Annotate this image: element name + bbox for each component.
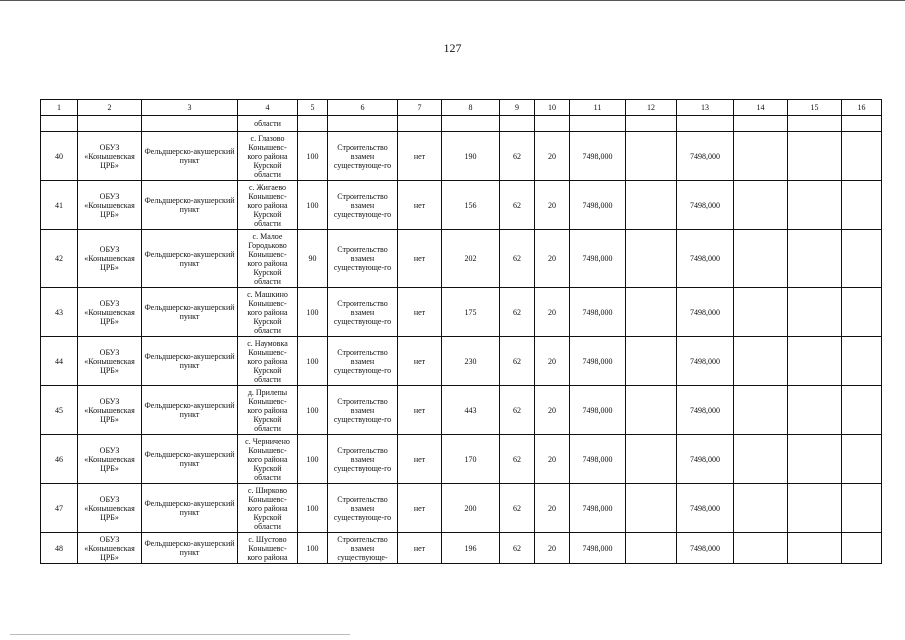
cell-col16: 16 xyxy=(842,100,882,116)
cell-col14 xyxy=(734,484,788,533)
cell-num: 42 xyxy=(41,230,78,288)
cell-cost-col13: 7498,000 xyxy=(677,288,734,337)
cell-cost-total: 7498,000 xyxy=(570,337,626,386)
cell-facility-type: Фельдшерско-акушерский пункт xyxy=(142,484,238,533)
table-body xyxy=(41,100,882,564)
cell-col16 xyxy=(842,288,882,337)
cell-col12 xyxy=(626,181,677,230)
cell-col16 xyxy=(842,132,882,181)
table-row xyxy=(41,386,882,435)
cell-num: 47 xyxy=(41,484,78,533)
cell-col9: 62 xyxy=(500,484,535,533)
cell-num: 46 xyxy=(41,435,78,484)
cell-col12 xyxy=(626,337,677,386)
cell-cost-total: 7498,000 xyxy=(570,288,626,337)
cell-capacity: 100 xyxy=(298,288,328,337)
cell-capacity: 100 xyxy=(298,386,328,435)
cell-col15 xyxy=(788,132,842,181)
cell-capacity: 100 xyxy=(298,181,328,230)
cell-facility-type: Фельдшерско-акушерский пункт xyxy=(142,181,238,230)
cell-col16 xyxy=(842,484,882,533)
cell-col12 xyxy=(626,116,677,132)
cell-col10: 20 xyxy=(535,484,570,533)
cell-col16 xyxy=(842,533,882,564)
cell-col15 xyxy=(788,181,842,230)
cell-capacity: 100 xyxy=(298,337,328,386)
cell-organization: ОБУЗ «Конышевская ЦРБ» xyxy=(78,288,142,337)
cell-construction-type: Строительство взамен существующе-го xyxy=(328,484,398,533)
cell-organization xyxy=(78,116,142,132)
cell-col7: нет xyxy=(398,132,442,181)
cell-col9: 62 xyxy=(500,337,535,386)
cell-col7: нет xyxy=(398,181,442,230)
cell-col7: нет xyxy=(398,337,442,386)
cell-col15 xyxy=(788,484,842,533)
cell-col7: нет xyxy=(398,386,442,435)
cell-col8: 8 xyxy=(442,100,500,116)
cell-col15 xyxy=(788,116,842,132)
cell-construction-type: Строительство взамен существующе-го xyxy=(328,386,398,435)
cell-col9: 62 xyxy=(500,533,535,564)
cell-construction-type: Строительство взамен существующе-го xyxy=(328,132,398,181)
cell-cost-total: 7498,000 xyxy=(570,181,626,230)
cell-col9 xyxy=(500,116,535,132)
cell-col8: 196 xyxy=(442,533,500,564)
cell-cost-col13: 7498,000 xyxy=(677,132,734,181)
header-row xyxy=(41,100,882,116)
cell-col14 xyxy=(734,230,788,288)
cell-col9: 9 xyxy=(500,100,535,116)
cell-col16 xyxy=(842,181,882,230)
cell-construction-type: Строительство взамен существующе-го xyxy=(328,181,398,230)
cell-location: 4 xyxy=(238,100,298,116)
cell-col14 xyxy=(734,533,788,564)
cell-organization: ОБУЗ «Конышевская ЦРБ» xyxy=(78,435,142,484)
cell-col15: 15 xyxy=(788,100,842,116)
cell-capacity: 100 xyxy=(298,484,328,533)
cell-col16 xyxy=(842,116,882,132)
cell-num: 41 xyxy=(41,181,78,230)
cell-num xyxy=(41,116,78,132)
page-number: 127 xyxy=(443,41,462,55)
cell-col8: 156 xyxy=(442,181,500,230)
cell-col9: 62 xyxy=(500,181,535,230)
cell-col14 xyxy=(734,116,788,132)
cell-col7: нет xyxy=(398,288,442,337)
cell-location: области xyxy=(238,116,298,132)
cell-col7: нет xyxy=(398,484,442,533)
cell-col14 xyxy=(734,337,788,386)
cell-num: 45 xyxy=(41,386,78,435)
cell-col7 xyxy=(398,116,442,132)
cell-col12 xyxy=(626,533,677,564)
cell-col8: 200 xyxy=(442,484,500,533)
cell-col7: 7 xyxy=(398,100,442,116)
cell-cost-total xyxy=(570,116,626,132)
cell-col14 xyxy=(734,132,788,181)
cell-cost-total: 7498,000 xyxy=(570,132,626,181)
cell-location: с. Жигаево Конышевс- кого района Курской области xyxy=(238,181,298,230)
continuation-row xyxy=(41,116,882,132)
table-row xyxy=(41,337,882,386)
cell-col14 xyxy=(734,435,788,484)
top-rule xyxy=(0,0,905,1)
cell-col15 xyxy=(788,533,842,564)
cell-num: 48 xyxy=(41,533,78,564)
cell-col15 xyxy=(788,435,842,484)
cell-col9: 62 xyxy=(500,435,535,484)
cell-construction-type xyxy=(328,116,398,132)
cell-capacity: 5 xyxy=(298,100,328,116)
cell-location: с. Ширково Конышевс- кого района Курской области xyxy=(238,484,298,533)
cell-col9: 62 xyxy=(500,230,535,288)
cell-location: д. Прилепы Конышевс- кого района Курской области xyxy=(238,386,298,435)
cell-num: 40 xyxy=(41,132,78,181)
cell-col10: 20 xyxy=(535,132,570,181)
cell-col10: 20 xyxy=(535,230,570,288)
table-row xyxy=(41,484,882,533)
cell-col8: 175 xyxy=(442,288,500,337)
cell-cost-col13: 7498,000 xyxy=(677,386,734,435)
cell-col9: 62 xyxy=(500,288,535,337)
cell-capacity: 100 xyxy=(298,435,328,484)
cell-col14 xyxy=(734,288,788,337)
cell-construction-type: 6 xyxy=(328,100,398,116)
cell-cost-total: 11 xyxy=(570,100,626,116)
cell-construction-type: Строительство взамен существующе-го xyxy=(328,337,398,386)
cell-cost-total: 7498,000 xyxy=(570,484,626,533)
cell-cost-col13: 7498,000 xyxy=(677,533,734,564)
cell-organization: ОБУЗ «Конышевская ЦРБ» xyxy=(78,181,142,230)
cell-organization: ОБУЗ «Конышевская ЦРБ» xyxy=(78,386,142,435)
cell-col9: 62 xyxy=(500,386,535,435)
cell-facility-type: Фельдшерско-акушерский пункт xyxy=(142,435,238,484)
cell-col14: 14 xyxy=(734,100,788,116)
cell-facility-type: Фельдшерско-акушерский пункт xyxy=(142,386,238,435)
cell-facility-type: 3 xyxy=(142,100,238,116)
table-row xyxy=(41,435,882,484)
cell-cost-col13: 7498,000 xyxy=(677,435,734,484)
cell-construction-type: Строительство взамен существующе-го xyxy=(328,288,398,337)
cell-col12 xyxy=(626,230,677,288)
cell-organization: ОБУЗ «Конышевская ЦРБ» xyxy=(78,484,142,533)
cell-location: с. Черничено Конышевс- кого района Курской области xyxy=(238,435,298,484)
cell-col8: 230 xyxy=(442,337,500,386)
cell-col10 xyxy=(535,116,570,132)
cell-col15 xyxy=(788,386,842,435)
cell-col16 xyxy=(842,435,882,484)
cell-col8: 443 xyxy=(442,386,500,435)
cell-location: с. Наумовка Конышевс- кого района Курской области xyxy=(238,337,298,386)
cell-capacity: 100 xyxy=(298,533,328,564)
cell-col9: 62 xyxy=(500,132,535,181)
cell-facility-type: Фельдшерско-акушерский пункт xyxy=(142,288,238,337)
cell-cost-total: 7498,000 xyxy=(570,230,626,288)
cell-col15 xyxy=(788,230,842,288)
cell-col12 xyxy=(626,435,677,484)
cell-location: с. Машкино Конышевс- кого района Курской области xyxy=(238,288,298,337)
table-row xyxy=(41,288,882,337)
cell-construction-type: Строительство взамен существующе-го xyxy=(328,435,398,484)
cell-col8 xyxy=(442,116,500,132)
cell-col10: 20 xyxy=(535,337,570,386)
cell-organization: ОБУЗ «Конышевская ЦРБ» xyxy=(78,230,142,288)
cell-capacity: 100 xyxy=(298,132,328,181)
cell-location: с. Глазово Конышевс- кого района Курской области xyxy=(238,132,298,181)
cell-col7: нет xyxy=(398,435,442,484)
cell-col10: 20 xyxy=(535,181,570,230)
cell-col14 xyxy=(734,181,788,230)
cell-facility-type: Фельдшерско-акушерский пункт xyxy=(142,132,238,181)
cell-num: 1 xyxy=(41,100,78,116)
cell-col12 xyxy=(626,132,677,181)
cell-cost-total: 7498,000 xyxy=(570,533,626,564)
cell-organization: 2 xyxy=(78,100,142,116)
cell-cost-col13: 7498,000 xyxy=(677,484,734,533)
cell-col10: 20 xyxy=(535,533,570,564)
cell-col12: 12 xyxy=(626,100,677,116)
table-row xyxy=(41,230,882,288)
cell-organization: ОБУЗ «Конышевская ЦРБ» xyxy=(78,337,142,386)
cell-col15 xyxy=(788,337,842,386)
cell-cost-col13: 7498,000 xyxy=(677,230,734,288)
cell-facility-type: Фельдшерско-акушерский пункт xyxy=(142,230,238,288)
cell-col16 xyxy=(842,230,882,288)
cell-col10: 20 xyxy=(535,288,570,337)
cell-col14 xyxy=(734,386,788,435)
cell-construction-type: Строительство взамен существующе-го xyxy=(328,230,398,288)
cell-col8: 190 xyxy=(442,132,500,181)
cell-location: с. Шустово Конышевс- кого района xyxy=(238,533,298,564)
cell-col16 xyxy=(842,386,882,435)
cell-col7: нет xyxy=(398,230,442,288)
cell-facility-type: Фельдшерско-акушерский пункт xyxy=(142,533,238,564)
cell-col8: 202 xyxy=(442,230,500,288)
cell-cost-col13 xyxy=(677,116,734,132)
table-row xyxy=(41,132,882,181)
cell-col12 xyxy=(626,288,677,337)
cell-cost-col13: 7498,000 xyxy=(677,181,734,230)
cell-col12 xyxy=(626,484,677,533)
cell-organization: ОБУЗ «Конышевская ЦРБ» xyxy=(78,533,142,564)
cell-col15 xyxy=(788,288,842,337)
cell-col16 xyxy=(842,337,882,386)
cell-col10: 10 xyxy=(535,100,570,116)
cell-col12 xyxy=(626,386,677,435)
cell-capacity: 90 xyxy=(298,230,328,288)
cell-col7: нет xyxy=(398,533,442,564)
table-row xyxy=(41,533,882,564)
cell-cost-total: 7498,000 xyxy=(570,386,626,435)
data-table xyxy=(40,99,882,564)
cell-cost-col13: 7498,000 xyxy=(677,337,734,386)
cell-organization: ОБУЗ «Конышевская ЦРБ» xyxy=(78,132,142,181)
cell-col10: 20 xyxy=(535,435,570,484)
cell-cost-col13: 13 xyxy=(677,100,734,116)
cell-location: с. Малое Городьково Конышевс- кого района Курской области xyxy=(238,230,298,288)
cell-facility-type: Фельдшерско-акушерский пункт xyxy=(142,337,238,386)
table-row xyxy=(41,181,882,230)
cell-capacity xyxy=(298,116,328,132)
cell-construction-type: Строительство взамен существующе- xyxy=(328,533,398,564)
cell-col8: 170 xyxy=(442,435,500,484)
cell-col10: 20 xyxy=(535,386,570,435)
cell-num: 44 xyxy=(41,337,78,386)
cell-facility-type xyxy=(142,116,238,132)
scan-edge-line xyxy=(10,634,350,635)
cell-num: 43 xyxy=(41,288,78,337)
cell-cost-total: 7498,000 xyxy=(570,435,626,484)
